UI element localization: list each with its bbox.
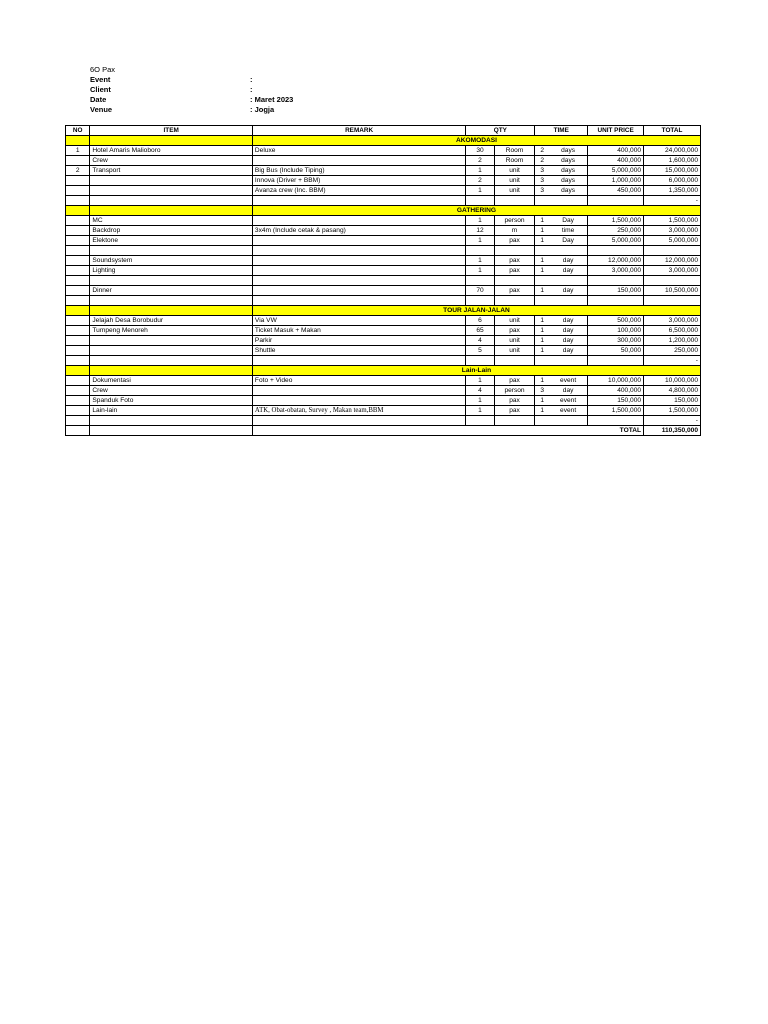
cell-item: Tumpeng Menoreh xyxy=(90,326,253,336)
table-row xyxy=(66,236,701,246)
cell-total: 10,500,000 xyxy=(644,286,701,296)
cell-time-unit: day xyxy=(549,286,588,296)
cell-time-unit xyxy=(549,276,588,286)
cell-qty xyxy=(466,356,494,366)
cell-no xyxy=(66,296,90,306)
cell-unit-price: 500,000 xyxy=(588,316,644,326)
cell-time: 1 xyxy=(535,336,549,346)
header-label: Date xyxy=(90,95,107,104)
table-cell xyxy=(66,206,90,216)
cell-qty: 1 xyxy=(466,266,494,276)
table-row xyxy=(66,296,701,306)
cell-no xyxy=(66,356,90,366)
cell-time-unit: event xyxy=(549,396,588,406)
cell-time: 1 xyxy=(535,346,549,356)
cell-time xyxy=(535,416,549,426)
table-row xyxy=(66,346,701,356)
cell-remark: Via VW xyxy=(252,316,465,326)
cell-qty-unit: unit xyxy=(494,346,535,356)
cell-remark xyxy=(252,246,465,256)
cell-unit-price: 400,000 xyxy=(588,156,644,166)
table-row xyxy=(66,256,701,266)
header-value: : Maret 2023 xyxy=(250,95,294,104)
cell-remark: Parkir xyxy=(252,336,465,346)
cell-unit-price: 5,000,000 xyxy=(588,166,644,176)
cell-qty: 12 xyxy=(466,226,494,236)
table-row xyxy=(66,326,701,336)
cell-time-unit: Day xyxy=(549,216,588,226)
cell-total: 15,000,000 xyxy=(644,166,701,176)
cell-item: Lain-lain xyxy=(90,406,253,416)
cell-time: 1 xyxy=(535,316,549,326)
cell-unit-price xyxy=(588,246,644,256)
table-row xyxy=(66,146,701,156)
cell-time xyxy=(535,276,549,286)
table-row xyxy=(66,396,701,406)
cell-no xyxy=(66,266,90,276)
cell-remark: Avanza crew (Inc. BBM) xyxy=(252,186,465,196)
table-row xyxy=(66,266,701,276)
cell-qty xyxy=(466,276,494,286)
cell-total: 24,000,000 xyxy=(644,146,701,156)
cell-qty-unit: unit xyxy=(494,336,535,346)
cell-no xyxy=(66,256,90,266)
cell-total: - xyxy=(644,356,701,366)
cell-unit-price xyxy=(588,416,644,426)
cell-unit-price: 100,000 xyxy=(588,326,644,336)
cell-total: 5,000,000 xyxy=(644,236,701,246)
cell-total: 3,000,000 xyxy=(644,316,701,326)
cell-total: - xyxy=(644,416,701,426)
cell-remark xyxy=(252,386,465,396)
cell-no xyxy=(66,396,90,406)
grand-total-label: TOTAL xyxy=(252,426,643,436)
cell-unit-price: 1,000,000 xyxy=(588,176,644,186)
cell-time: 1 xyxy=(535,216,549,226)
header-value: : xyxy=(250,85,253,94)
cell-total: 6,500,000 xyxy=(644,326,701,336)
cell-item: Transport xyxy=(90,166,253,176)
table-row xyxy=(66,316,701,326)
cell-time: 1 xyxy=(535,396,549,406)
cell-remark xyxy=(252,236,465,246)
table-row xyxy=(66,156,701,166)
cell-qty: 1 xyxy=(466,166,494,176)
cell-time-unit: event xyxy=(549,406,588,416)
cell-remark: ATK, Obat-obatan, Survey , Makan team,BBM xyxy=(252,406,465,416)
table-body xyxy=(66,136,701,426)
table-row xyxy=(66,336,701,346)
cell-unit-price: 300,000 xyxy=(588,336,644,346)
cell-time-unit: day xyxy=(549,326,588,336)
cell-item: Crew xyxy=(90,386,253,396)
cell-remark xyxy=(252,416,465,426)
cell-unit-price: 3,000,000 xyxy=(588,266,644,276)
cell-total: 250,000 xyxy=(644,346,701,356)
cell-unit-price xyxy=(588,356,644,366)
cell-qty: 65 xyxy=(466,326,494,336)
cell-no xyxy=(66,176,90,186)
cell-total: 4,800,000 xyxy=(644,386,701,396)
header-value: : Jogja xyxy=(250,105,275,114)
cell-qty: 1 xyxy=(466,216,494,226)
cell-time: 2 xyxy=(535,146,549,156)
table-cell xyxy=(66,136,90,146)
cell-qty-unit xyxy=(494,356,535,366)
cell-no xyxy=(66,186,90,196)
cell-time: 1 xyxy=(535,326,549,336)
cell-no xyxy=(66,246,90,256)
cell-item xyxy=(90,246,253,256)
cell-time-unit: days xyxy=(549,156,588,166)
table-cell xyxy=(90,426,253,436)
section-title: AKOMODASI xyxy=(252,136,700,146)
cell-total xyxy=(644,296,701,306)
cell-time: 1 xyxy=(535,286,549,296)
header-pax-row xyxy=(90,65,293,75)
cell-qty-unit: pax xyxy=(494,266,535,276)
cell-unit-price: 150,000 xyxy=(588,286,644,296)
header-label: Client xyxy=(90,85,111,94)
cell-qty xyxy=(466,196,494,206)
cell-time-unit xyxy=(549,416,588,426)
cell-time-unit: day xyxy=(549,256,588,266)
cell-time xyxy=(535,246,549,256)
budget-table xyxy=(65,125,701,436)
section-row xyxy=(66,366,701,376)
cell-time: 1 xyxy=(535,226,549,236)
cell-time-unit xyxy=(549,246,588,256)
header-row-date xyxy=(90,95,293,105)
cell-item xyxy=(90,336,253,346)
cell-qty xyxy=(466,296,494,306)
cell-qty-unit: unit xyxy=(494,186,535,196)
cell-total: 1,200,000 xyxy=(644,336,701,346)
cell-unit-price: 5,000,000 xyxy=(588,236,644,246)
cell-qty-unit: person xyxy=(494,216,535,226)
col-header-total: TOTAL xyxy=(644,126,701,136)
cell-unit-price: 450,000 xyxy=(588,186,644,196)
col-header-unit-price: UNIT PRICE xyxy=(588,126,644,136)
document-header xyxy=(90,65,293,115)
cell-item xyxy=(90,346,253,356)
cell-qty-unit: pax xyxy=(494,236,535,246)
cell-time-unit: day xyxy=(549,346,588,356)
cell-time-unit: day xyxy=(549,386,588,396)
table-cell xyxy=(66,306,90,316)
cell-qty-unit: pax xyxy=(494,396,535,406)
cell-no xyxy=(66,216,90,226)
table-row xyxy=(66,356,701,366)
table-row xyxy=(66,406,701,416)
table-row xyxy=(66,216,701,226)
cell-total: 3,000,000 xyxy=(644,226,701,236)
cell-time: 3 xyxy=(535,176,549,186)
cell-remark xyxy=(252,196,465,206)
cell-qty: 2 xyxy=(466,156,494,166)
table-cell xyxy=(66,366,90,376)
cell-time: 3 xyxy=(535,166,549,176)
cell-total: 1,500,000 xyxy=(644,406,701,416)
header-pax: 6O Pax xyxy=(90,65,116,74)
cell-no xyxy=(66,316,90,326)
table-row xyxy=(66,186,701,196)
header-row-event xyxy=(90,75,293,85)
table-row xyxy=(66,196,701,206)
cell-no xyxy=(66,346,90,356)
cell-qty: 70 xyxy=(466,286,494,296)
header-value: : xyxy=(250,75,253,84)
cell-qty: 1 xyxy=(466,236,494,246)
table-row xyxy=(66,376,701,386)
grand-total-row xyxy=(66,426,701,436)
cell-item: Soundsystem xyxy=(90,256,253,266)
cell-total: 1,350,000 xyxy=(644,186,701,196)
cell-qty-unit xyxy=(494,246,535,256)
section-title: Lain-Lain xyxy=(252,366,700,376)
cell-remark xyxy=(252,266,465,276)
cell-unit-price: 150,000 xyxy=(588,396,644,406)
cell-qty-unit xyxy=(494,416,535,426)
cell-item: Dokumentasi xyxy=(90,376,253,386)
cell-time-unit: days xyxy=(549,176,588,186)
cell-total: 6,000,000 xyxy=(644,176,701,186)
cell-qty-unit xyxy=(494,276,535,286)
header-label: Event xyxy=(90,75,111,84)
col-header-item: ITEM xyxy=(90,126,253,136)
cell-time-unit xyxy=(549,356,588,366)
cell-remark xyxy=(252,156,465,166)
cell-time: 3 xyxy=(535,186,549,196)
cell-total: - xyxy=(644,196,701,206)
cell-time-unit: days xyxy=(549,146,588,156)
cell-unit-price: 250,000 xyxy=(588,226,644,236)
header-row-client xyxy=(90,85,293,95)
cell-total xyxy=(644,276,701,286)
cell-unit-price: 50,000 xyxy=(588,346,644,356)
cell-unit-price: 12,000,000 xyxy=(588,256,644,266)
cell-qty-unit: pax xyxy=(494,406,535,416)
cell-item xyxy=(90,356,253,366)
col-header-qty: QTY xyxy=(466,126,535,136)
cell-qty-unit: unit xyxy=(494,316,535,326)
header-label: Venue xyxy=(90,105,113,114)
cell-qty: 1 xyxy=(466,406,494,416)
cell-time-unit xyxy=(549,196,588,206)
cell-remark xyxy=(252,396,465,406)
cell-time-unit: days xyxy=(549,186,588,196)
cell-qty-unit: pax xyxy=(494,256,535,266)
cell-item: Crew xyxy=(90,156,253,166)
cell-no xyxy=(66,276,90,286)
table-row xyxy=(66,416,701,426)
cell-no xyxy=(66,376,90,386)
cell-total: 12,000,000 xyxy=(644,256,701,266)
cell-time-unit xyxy=(549,296,588,306)
col-header-remark: REMARK xyxy=(252,126,465,136)
cell-qty: 5 xyxy=(466,346,494,356)
cell-qty-unit: person xyxy=(494,386,535,396)
cell-remark: 3x4m (Include cetak & pasang) xyxy=(252,226,465,236)
cell-qty: 1 xyxy=(466,186,494,196)
cell-qty-unit: pax xyxy=(494,286,535,296)
cell-remark: Ticket Masuk + Makan xyxy=(252,326,465,336)
cell-remark: Shuttle xyxy=(252,346,465,356)
cell-unit-price: 1,500,000 xyxy=(588,216,644,226)
cell-time-unit: day xyxy=(549,316,588,326)
cell-item: Jelajah Desa Borobudur xyxy=(90,316,253,326)
cell-qty: 1 xyxy=(466,396,494,406)
cell-time xyxy=(535,356,549,366)
cell-item: Elektone xyxy=(90,236,253,246)
cell-no xyxy=(66,416,90,426)
cell-qty: 2 xyxy=(466,176,494,186)
table-cell xyxy=(90,136,253,146)
cell-qty-unit: unit xyxy=(494,176,535,186)
cell-time: 1 xyxy=(535,406,549,416)
cell-qty: 4 xyxy=(466,336,494,346)
header-row-venue xyxy=(90,105,293,115)
cell-total: 1,600,000 xyxy=(644,156,701,166)
table-cell xyxy=(90,306,253,316)
cell-item xyxy=(90,196,253,206)
cell-qty-unit: Room xyxy=(494,146,535,156)
grand-total-value: 110,350,000 xyxy=(644,426,701,436)
cell-total: 1,500,000 xyxy=(644,216,701,226)
table-cell xyxy=(66,426,90,436)
cell-qty: 6 xyxy=(466,316,494,326)
cell-remark xyxy=(252,216,465,226)
cell-no xyxy=(66,406,90,416)
cell-time: 1 xyxy=(535,266,549,276)
cell-qty-unit xyxy=(494,196,535,206)
cell-no: 2 xyxy=(66,166,90,176)
cell-item: Spanduk Foto xyxy=(90,396,253,406)
section-title: TOUR JALAN-JALAN xyxy=(252,306,700,316)
cell-no: 1 xyxy=(66,146,90,156)
cell-qty: 1 xyxy=(466,256,494,266)
cell-item xyxy=(90,416,253,426)
cell-time xyxy=(535,296,549,306)
cell-qty: 4 xyxy=(466,386,494,396)
cell-total: 3,000,000 xyxy=(644,266,701,276)
cell-item xyxy=(90,186,253,196)
table-row xyxy=(66,166,701,176)
cell-no xyxy=(66,386,90,396)
cell-qty-unit: pax xyxy=(494,326,535,336)
cell-time: 3 xyxy=(535,386,549,396)
cell-item: Hotel Amaris Malioboro xyxy=(90,146,253,156)
cell-time-unit: day xyxy=(549,336,588,346)
cell-remark xyxy=(252,276,465,286)
cell-no xyxy=(66,156,90,166)
cell-unit-price: 400,000 xyxy=(588,146,644,156)
cell-time-unit: time xyxy=(549,226,588,236)
table-row xyxy=(66,246,701,256)
section-row xyxy=(66,136,701,146)
cell-qty-unit xyxy=(494,296,535,306)
cell-remark: Deluxe xyxy=(252,146,465,156)
cell-item xyxy=(90,296,253,306)
cell-time: 1 xyxy=(535,376,549,386)
cell-total xyxy=(644,246,701,256)
cell-remark xyxy=(252,356,465,366)
cell-remark xyxy=(252,286,465,296)
cell-qty-unit: pax xyxy=(494,376,535,386)
cell-qty xyxy=(466,246,494,256)
cell-remark: Big Bus (Include Tiping) xyxy=(252,166,465,176)
cell-no xyxy=(66,336,90,346)
cell-remark: Innova (Driver + BBM) xyxy=(252,176,465,186)
cell-item: MC xyxy=(90,216,253,226)
cell-time-unit: days xyxy=(549,166,588,176)
cell-total: 10,000,000 xyxy=(644,376,701,386)
table-cell xyxy=(90,366,253,376)
cell-no xyxy=(66,286,90,296)
cell-time-unit: Day xyxy=(549,236,588,246)
cell-unit-price xyxy=(588,296,644,306)
cell-total: 150,000 xyxy=(644,396,701,406)
cell-item: Dinner xyxy=(90,286,253,296)
cell-unit-price: 10,000,000 xyxy=(588,376,644,386)
cell-qty-unit: Room xyxy=(494,156,535,166)
cell-time-unit: event xyxy=(549,376,588,386)
cell-no xyxy=(66,196,90,206)
cell-time-unit: day xyxy=(549,266,588,276)
cell-unit-price xyxy=(588,196,644,206)
cell-time xyxy=(535,196,549,206)
cell-no xyxy=(66,226,90,236)
section-row xyxy=(66,306,701,316)
table-row xyxy=(66,176,701,186)
cell-item: Backdrop xyxy=(90,226,253,236)
cell-qty: 30 xyxy=(466,146,494,156)
cell-no xyxy=(66,326,90,336)
cell-time: 2 xyxy=(535,156,549,166)
col-header-time: TIME xyxy=(535,126,588,136)
cell-item xyxy=(90,276,253,286)
cell-qty-unit: m xyxy=(494,226,535,236)
cell-qty-unit: unit xyxy=(494,166,535,176)
cell-qty: 1 xyxy=(466,376,494,386)
table-row xyxy=(66,386,701,396)
cell-no xyxy=(66,236,90,246)
table-cell xyxy=(90,206,253,216)
cell-time: 1 xyxy=(535,256,549,266)
cell-qty xyxy=(466,416,494,426)
cell-item: Lighting xyxy=(90,266,253,276)
cell-unit-price xyxy=(588,276,644,286)
cell-unit-price: 400,000 xyxy=(588,386,644,396)
table-row xyxy=(66,276,701,286)
col-header-no: NO xyxy=(66,126,90,136)
cell-remark xyxy=(252,296,465,306)
cell-time: 1 xyxy=(535,236,549,246)
cell-remark xyxy=(252,256,465,266)
cell-remark: Foto + Video xyxy=(252,376,465,386)
section-title: GATHERING xyxy=(252,206,700,216)
cell-item xyxy=(90,176,253,186)
section-row xyxy=(66,206,701,216)
table-row xyxy=(66,226,701,236)
cell-unit-price: 1,500,000 xyxy=(588,406,644,416)
table-header-row xyxy=(66,126,701,136)
table-row xyxy=(66,286,701,296)
